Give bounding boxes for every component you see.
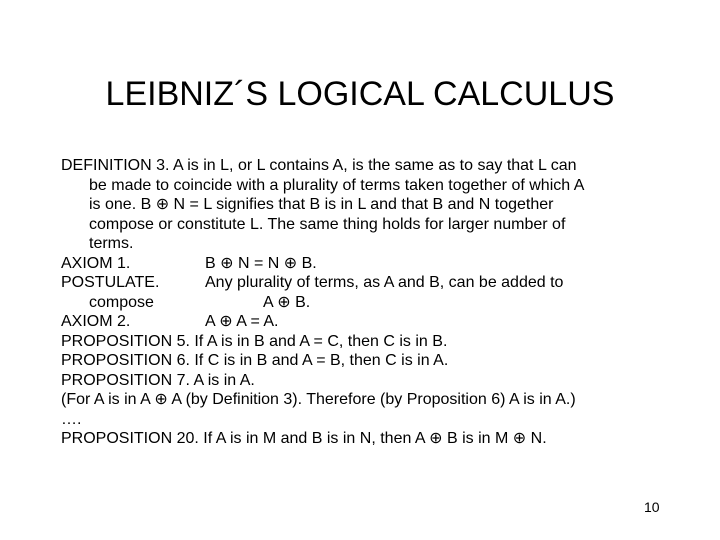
postulate-line-2 — [61, 293, 701, 313]
axiom-1 — [61, 254, 701, 274]
definition-line-2: be made to coincide with a plurality of terms taken together of which A — [89, 176, 585, 194]
postulate — [61, 273, 701, 293]
definition-line-3: is one. B ⊕ N = L signifies that B is in L and that B and N together — [89, 196, 554, 213]
postulate-compose: compose — [89, 293, 154, 311]
definition-line-4: compose or constitute L. The same thing holds for larger number of — [89, 215, 566, 233]
proposition-5: PROPOSITION 5. If A is in B and A = C, then C is in B. — [61, 332, 448, 350]
postulate-text: Any plurality of terms, as A and B, can be added to — [205, 274, 564, 291]
ellipsis: …. — [61, 410, 82, 428]
definition-line-1: DEFINITION 3. A is in L, or L contains A, is the same as to say that L can — [61, 157, 577, 174]
definition-line-5: terms. — [89, 235, 134, 252]
axiom-2-text: A ⊕ A = A. — [205, 313, 279, 330]
postulate-sum: A ⊕ B. — [263, 293, 311, 311]
proposition-20: PROPOSITION 20. If A is in M and B is in N, then A ⊕ B is in M ⊕ N. — [61, 430, 547, 447]
slide-body — [61, 156, 701, 449]
axiom-1-text: B ⊕ N = N ⊕ B. — [205, 254, 317, 272]
postulate-label: POSTULATE. — [61, 274, 160, 291]
proof-line: (For A is in A ⊕ A (by Definition 3). Therefore (by Proposition 6) A is in A.) — [61, 391, 576, 408]
slide-title: LEIBNIZ´S LOGICAL CALCULUS — [105, 75, 615, 113]
page-number: 10 — [644, 499, 660, 515]
proposition-6: PROPOSITION 6. If C is in B and A = B, then C is in A. — [61, 352, 449, 369]
axiom-1-label: AXIOM 1. — [61, 254, 131, 272]
axiom-2-label: AXIOM 2. — [61, 313, 131, 330]
proposition-7: PROPOSITION 7. A is in A. — [61, 371, 255, 389]
axiom-2 — [61, 312, 701, 332]
